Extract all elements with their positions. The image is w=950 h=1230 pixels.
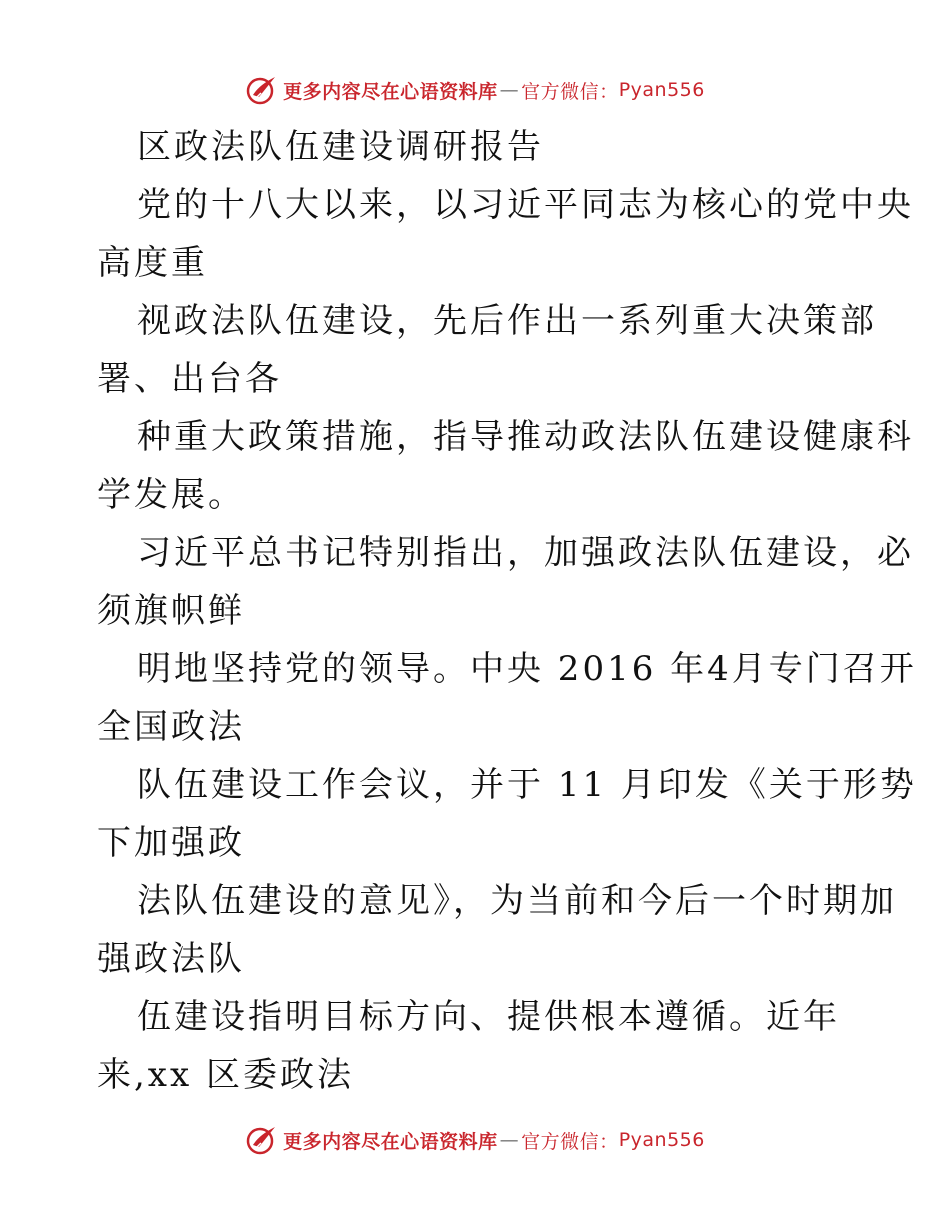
wechat-id: Pyan556 <box>618 1129 705 1151</box>
quill-logo-icon <box>245 1123 279 1157</box>
promo-text: 更多内容尽在心语资料库 <box>283 80 498 103</box>
paragraph-line: 学发展。 <box>97 475 245 515</box>
paragraph-line: 强政法队 <box>97 939 245 979</box>
paragraph-line: 来,xx 区委政法 <box>97 1055 354 1095</box>
wechat-id: Pyan556 <box>618 79 705 101</box>
document-body <box>97 118 917 1104</box>
paragraph-line: 高度重 <box>97 243 208 283</box>
separator: — <box>499 79 520 101</box>
wechat-label: 官方微信： <box>521 1130 619 1153</box>
paragraph-line: 法队伍建设的意见》，为当前和今后一个时期加 <box>137 881 897 921</box>
paragraph-line: 党的十八大以来，以习近平同志为核心的党中央 <box>137 185 914 225</box>
paragraph-line: 队伍建设工作会议，并于 11 月印发《关于形势 <box>137 765 917 805</box>
paragraph-line: 种重大政策措施，指导推动政法队伍建设健康科 <box>137 417 914 457</box>
header-banner <box>0 70 950 110</box>
paragraph-line: 下加强政 <box>97 823 245 863</box>
document-title: 区政法队伍建设调研报告 <box>137 127 544 167</box>
promo-text: 更多内容尽在心语资料库 <box>283 1130 498 1153</box>
separator: — <box>499 1129 520 1151</box>
footer-banner <box>0 1120 950 1160</box>
wechat-label: 官方微信： <box>521 80 619 103</box>
paragraph-line: 全国政法 <box>97 707 245 747</box>
paragraph-line: 须旗帜鲜 <box>97 591 245 631</box>
paragraph-line: 署、出台各 <box>97 359 282 399</box>
paragraph-line: 视政法队伍建设，先后作出一系列重大决策部 <box>137 301 877 341</box>
paragraph-line: 伍建设指明目标方向、提供根本遵循。近年 <box>137 997 840 1037</box>
quill-logo-icon <box>245 73 279 107</box>
paragraph-line: 习近平总书记特别指出，加强政法队伍建设，必 <box>137 533 914 573</box>
paragraph-line: 明地坚持党的领导。中央 2016 年4月专门召开 <box>137 649 917 689</box>
